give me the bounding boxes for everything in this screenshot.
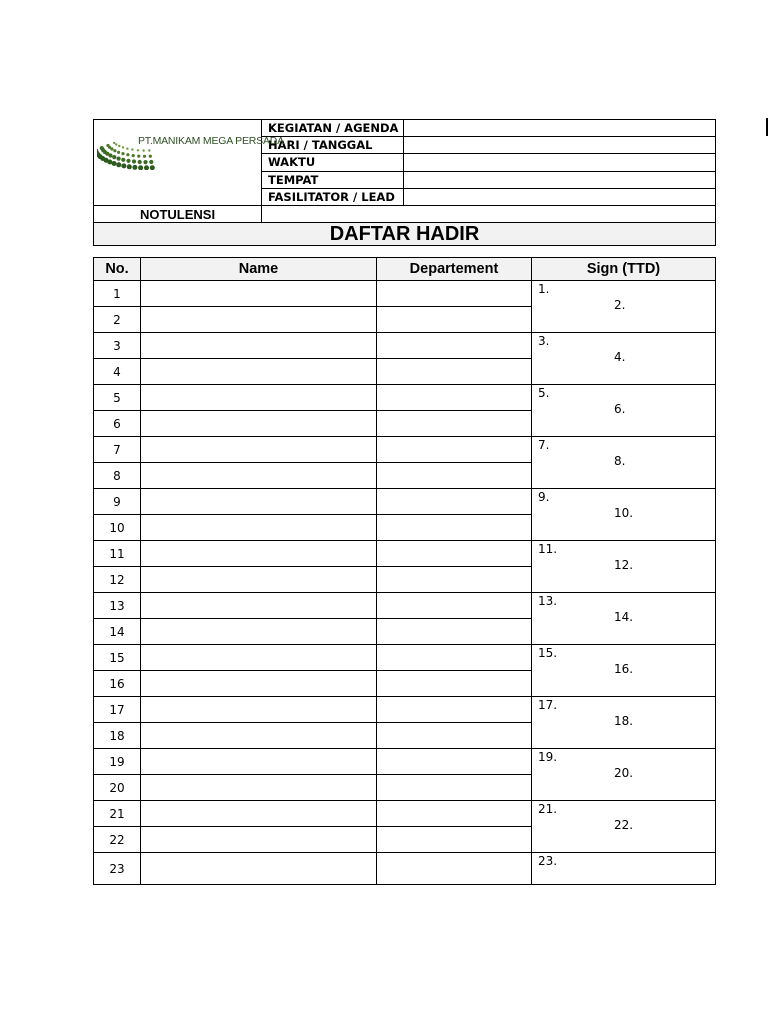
signature-number: 5. bbox=[538, 386, 550, 400]
name-cell[interactable] bbox=[141, 333, 377, 359]
signature-number: 2. bbox=[614, 298, 626, 312]
company-logo-icon bbox=[97, 124, 159, 170]
department-cell[interactable] bbox=[377, 489, 532, 515]
signature-cell[interactable] bbox=[532, 697, 716, 749]
table-row bbox=[94, 697, 716, 723]
row-number: 4 bbox=[94, 359, 141, 385]
row-number: 3 bbox=[94, 333, 141, 359]
signature-cell[interactable] bbox=[532, 645, 716, 697]
signature-cell[interactable] bbox=[532, 541, 716, 593]
signature-number: 19. bbox=[538, 750, 558, 764]
signature-number: 9. bbox=[538, 490, 550, 504]
signature-number: 4. bbox=[614, 350, 626, 364]
name-cell[interactable] bbox=[141, 853, 377, 885]
name-cell[interactable] bbox=[141, 307, 377, 333]
department-cell[interactable] bbox=[377, 723, 532, 749]
department-cell[interactable] bbox=[377, 827, 532, 853]
row-number: 7 bbox=[94, 437, 141, 463]
row-number: 9 bbox=[94, 489, 141, 515]
signature-number: 14. bbox=[614, 610, 634, 624]
row-number: 16 bbox=[94, 671, 141, 697]
name-cell[interactable] bbox=[141, 749, 377, 775]
name-cell[interactable] bbox=[141, 281, 377, 307]
column-header-department: Departement bbox=[377, 258, 532, 281]
table-row bbox=[94, 281, 716, 307]
department-cell[interactable] bbox=[377, 307, 532, 333]
signature-number: 11. bbox=[538, 542, 558, 556]
row-number: 17 bbox=[94, 697, 141, 723]
signature-number: 8. bbox=[614, 454, 626, 468]
notulensi-field[interactable] bbox=[262, 206, 716, 223]
row-number: 6 bbox=[94, 411, 141, 437]
time-field[interactable] bbox=[404, 154, 716, 171]
signature-number: 20. bbox=[614, 766, 634, 780]
row-number: 23 bbox=[94, 853, 141, 885]
name-cell[interactable] bbox=[141, 697, 377, 723]
signature-number: 13. bbox=[538, 594, 558, 608]
row-number: 13 bbox=[94, 593, 141, 619]
table-row bbox=[94, 541, 716, 567]
table-row bbox=[94, 385, 716, 411]
signature-cell[interactable] bbox=[532, 489, 716, 541]
department-cell[interactable] bbox=[377, 385, 532, 411]
name-cell[interactable] bbox=[141, 541, 377, 567]
signature-number: 18. bbox=[614, 714, 634, 728]
signature-cell[interactable] bbox=[532, 801, 716, 853]
department-cell[interactable] bbox=[377, 515, 532, 541]
department-cell[interactable] bbox=[377, 593, 532, 619]
department-cell[interactable] bbox=[377, 411, 532, 437]
name-cell[interactable] bbox=[141, 515, 377, 541]
date-field[interactable] bbox=[404, 137, 716, 154]
notulensi-label: NOTULENSI bbox=[94, 206, 262, 223]
place-field[interactable] bbox=[404, 171, 716, 188]
signature-number: 17. bbox=[538, 698, 558, 712]
department-cell[interactable] bbox=[377, 281, 532, 307]
table-row bbox=[94, 749, 716, 775]
row-number: 20 bbox=[94, 775, 141, 801]
signature-number: 22. bbox=[614, 818, 634, 832]
department-cell[interactable] bbox=[377, 437, 532, 463]
signature-cell[interactable] bbox=[532, 593, 716, 645]
place-label: TEMPAT bbox=[262, 171, 404, 188]
signature-number: 10. bbox=[614, 506, 634, 520]
signature-cell[interactable] bbox=[532, 853, 716, 885]
signature-cell[interactable] bbox=[532, 333, 716, 385]
name-cell[interactable] bbox=[141, 619, 377, 645]
name-cell[interactable] bbox=[141, 775, 377, 801]
row-number: 10 bbox=[94, 515, 141, 541]
agenda-label: KEGIATAN / AGENDA bbox=[262, 120, 404, 137]
row-number: 19 bbox=[94, 749, 141, 775]
facilitator-field[interactable] bbox=[404, 188, 716, 205]
signature-cell[interactable] bbox=[532, 749, 716, 801]
signature-number: 1. bbox=[538, 282, 550, 296]
row-number: 2 bbox=[94, 307, 141, 333]
department-cell[interactable] bbox=[377, 359, 532, 385]
row-number: 21 bbox=[94, 801, 141, 827]
row-number: 18 bbox=[94, 723, 141, 749]
table-row bbox=[94, 645, 716, 671]
signature-number: 3. bbox=[538, 334, 550, 348]
department-cell[interactable] bbox=[377, 671, 532, 697]
company-name: PT.MANIKAM MEGA PERSADA bbox=[138, 135, 284, 147]
department-cell[interactable] bbox=[377, 775, 532, 801]
department-cell[interactable] bbox=[377, 645, 532, 671]
row-number: 1 bbox=[94, 281, 141, 307]
attendance-header-row bbox=[94, 258, 716, 281]
company-logo-cell bbox=[94, 120, 284, 206]
document-header bbox=[93, 119, 716, 223]
name-cell[interactable] bbox=[141, 593, 377, 619]
row-number: 14 bbox=[94, 619, 141, 645]
table-row bbox=[94, 437, 716, 463]
time-label: WAKTU bbox=[262, 154, 404, 171]
name-cell[interactable] bbox=[141, 385, 377, 411]
row-number: 15 bbox=[94, 645, 141, 671]
signature-number: 7. bbox=[538, 438, 550, 452]
signature-number: 12. bbox=[614, 558, 634, 572]
department-cell[interactable] bbox=[377, 697, 532, 723]
facilitator-label: FASILITATOR / LEAD bbox=[262, 188, 404, 205]
signature-number: 6. bbox=[614, 402, 626, 416]
name-cell[interactable] bbox=[141, 437, 377, 463]
department-cell[interactable] bbox=[377, 801, 532, 827]
signature-cell[interactable] bbox=[532, 281, 716, 333]
department-cell[interactable] bbox=[377, 853, 532, 885]
name-cell[interactable] bbox=[141, 827, 377, 853]
signature-number: 21. bbox=[538, 802, 558, 816]
name-cell[interactable] bbox=[141, 463, 377, 489]
table-row bbox=[94, 853, 716, 885]
signature-cell[interactable] bbox=[532, 385, 716, 437]
department-cell[interactable] bbox=[377, 619, 532, 645]
table-row bbox=[94, 489, 716, 515]
signature-number: 23. bbox=[538, 854, 558, 868]
table-row bbox=[94, 801, 716, 827]
column-header-name: Name bbox=[141, 258, 377, 281]
row-number: 8 bbox=[94, 463, 141, 489]
department-cell[interactable] bbox=[377, 541, 532, 567]
name-cell[interactable] bbox=[141, 359, 377, 385]
row-number: 22 bbox=[94, 827, 141, 853]
department-cell[interactable] bbox=[377, 333, 532, 359]
signature-cell[interactable] bbox=[532, 437, 716, 489]
department-cell[interactable] bbox=[377, 749, 532, 775]
name-cell[interactable] bbox=[141, 801, 377, 827]
name-cell[interactable] bbox=[141, 723, 377, 749]
attendance-table bbox=[93, 257, 716, 885]
name-cell[interactable] bbox=[141, 671, 377, 697]
department-cell[interactable] bbox=[377, 463, 532, 489]
row-number: 12 bbox=[94, 567, 141, 593]
signature-number: 16. bbox=[614, 662, 634, 676]
signature-number: 15. bbox=[538, 646, 558, 660]
department-cell[interactable] bbox=[377, 567, 532, 593]
document-title: DAFTAR HADIR bbox=[93, 222, 716, 246]
table-row bbox=[94, 333, 716, 359]
name-cell[interactable] bbox=[141, 411, 377, 437]
name-cell[interactable] bbox=[141, 567, 377, 593]
date-label: HARI / TANGGAL bbox=[262, 137, 404, 154]
column-header-no: No. bbox=[94, 258, 141, 281]
row-number: 5 bbox=[94, 385, 141, 411]
name-cell[interactable] bbox=[141, 645, 377, 671]
name-cell[interactable] bbox=[141, 489, 377, 515]
agenda-field[interactable] bbox=[404, 120, 716, 137]
table-row bbox=[94, 593, 716, 619]
row-number: 11 bbox=[94, 541, 141, 567]
column-header-sign: Sign (TTD) bbox=[532, 258, 716, 281]
